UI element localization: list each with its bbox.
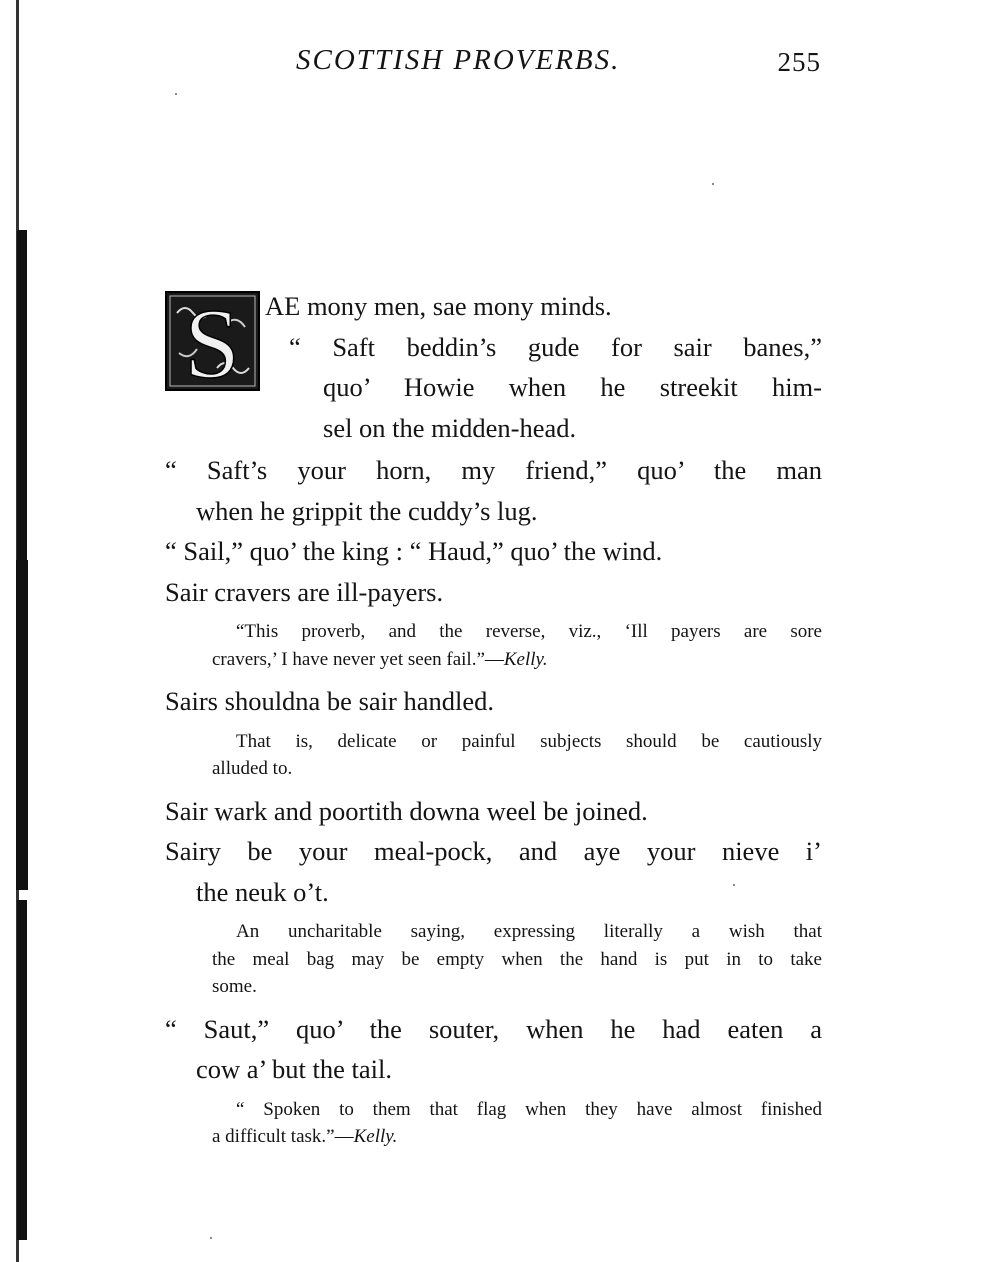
note-line: “ Spoken to them that flag when they have almost finished <box>236 1098 822 1120</box>
proverb-entry <box>165 531 822 572</box>
decorated-initial-s <box>165 291 260 391</box>
note-text: a difficult task.”— <box>212 1126 354 1147</box>
proverb-entry <box>165 681 822 722</box>
scan-speck <box>712 183 714 185</box>
entry-line: “ Saft beddin’s gude for sair banes,” <box>289 331 822 362</box>
proverb-entry <box>165 572 822 613</box>
note-line: “This proverb, and the reverse, viz., ‘Ill payers are sore <box>236 621 822 642</box>
note-line: An uncharitable saying, expressing literally a wish that <box>236 921 822 942</box>
entry-line: quo’ Howie when he streekit him- <box>323 372 822 402</box>
entry-line: AE mony men, sae mony minds. <box>265 291 612 321</box>
entry-line: Sairs shouldna be sair handled. <box>165 686 494 716</box>
running-title: SCOTTISH PROVERBS. <box>296 44 621 76</box>
note-text: cravers,’ I have never yet seen fail.”— <box>212 648 504 670</box>
entry-line: Sairy be your meal-pock, and aye your nieve i’ <box>165 836 822 866</box>
entry-line: when he grippit the cuddy’s lug. <box>196 495 538 526</box>
entry-line: “ Saft’s your horn, my friend,” quo’ the man <box>165 455 822 485</box>
scan-speck <box>175 93 177 95</box>
note-line: That is, delicate or painful subjects should be cautiously <box>236 730 822 752</box>
dropcap-letter: S <box>184 293 240 389</box>
first-entry <box>165 286 822 450</box>
note-source: Kelly. <box>503 648 548 670</box>
ornament-icon <box>167 293 258 389</box>
page-number: 255 <box>777 47 821 77</box>
entry-line: Sair wark and poortith downa weel be joined. <box>165 795 648 826</box>
scan-speck <box>733 884 735 886</box>
commentary-note <box>165 1096 822 1151</box>
proverb-entry <box>165 450 822 531</box>
entry-line: Sair cravers are ill-payers. <box>165 576 444 607</box>
proverb-entry <box>165 791 822 832</box>
scan-speck <box>210 1237 212 1239</box>
entry-line: cow a’ but the tail. <box>196 1054 392 1084</box>
running-head <box>296 44 821 84</box>
binding-edge <box>15 0 29 1262</box>
note-line <box>212 1123 822 1151</box>
note-line: some. <box>212 976 257 997</box>
proverbs-text <box>165 286 822 1159</box>
note-line <box>212 646 822 674</box>
proverb-entry <box>165 831 822 912</box>
entry-line: sel on the midden-head. <box>323 412 577 443</box>
note-source: Kelly. <box>353 1126 398 1147</box>
entry-line: “ Sail,” quo’ the king : “ Haud,” quo’ the wind. <box>165 536 663 566</box>
entry-line: the neuk o’t. <box>196 876 329 907</box>
commentary-note <box>165 618 822 673</box>
note-line: alluded to. <box>212 758 293 779</box>
entry-line: “ Saut,” quo’ the souter, when he had eaten a <box>165 1013 822 1044</box>
commentary-note <box>165 728 822 783</box>
proverb-entry <box>165 1009 822 1090</box>
commentary-note <box>165 918 822 1001</box>
note-line: the meal bag may be empty when the hand is put in to take <box>212 948 822 970</box>
